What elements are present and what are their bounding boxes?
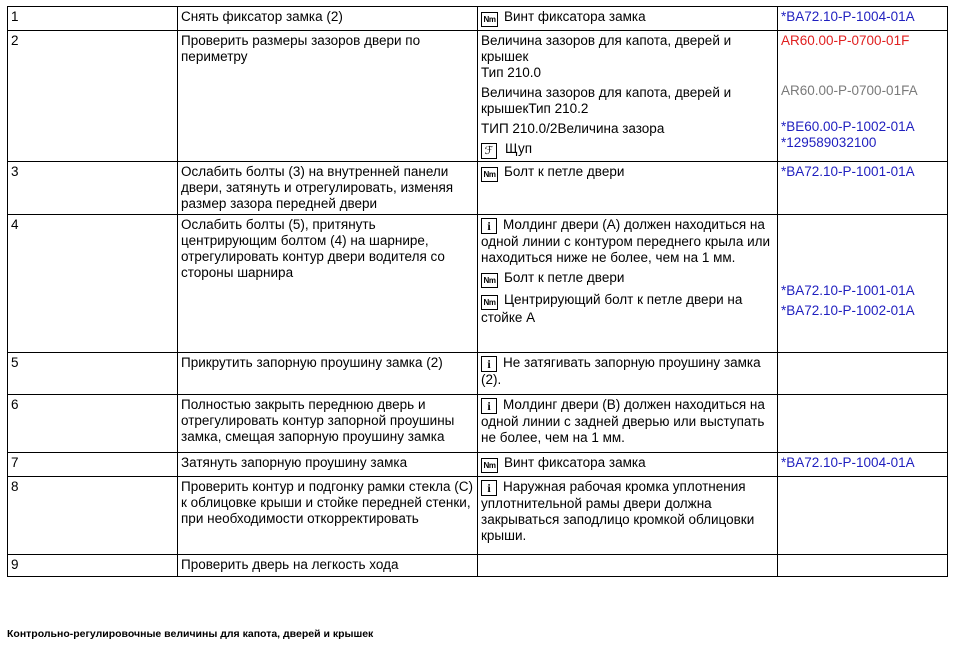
note-item xyxy=(481,397,774,446)
step-number: 3 xyxy=(8,162,178,215)
step-references xyxy=(778,395,948,453)
note-text: Молдинг двери (А) должен находиться на одной линии с контуром переднего крыла или находиться ниже не более, чем на 1 мм. xyxy=(481,217,771,265)
note-item xyxy=(481,141,774,159)
info-icon: i xyxy=(481,398,497,414)
probe-icon: ℱ xyxy=(481,143,497,159)
step-notes xyxy=(478,395,778,453)
note-item xyxy=(481,455,774,473)
step-notes xyxy=(478,7,778,31)
step-number: 2 xyxy=(8,31,178,162)
step-number: 1 xyxy=(8,7,178,31)
table-row xyxy=(8,555,948,577)
info-icon: i xyxy=(481,480,497,496)
step-action: Ослабить болты (5), притянуть центрирующим болтом (4) на шарнире, отрегулировать контур двери водителя со стороны шарнира xyxy=(178,215,478,353)
step-references xyxy=(778,162,948,215)
step-notes xyxy=(478,162,778,215)
table-row xyxy=(8,453,948,477)
nm-icon: Nm xyxy=(481,295,498,310)
note-item xyxy=(481,479,774,544)
reference-link[interactable]: *BE60.00-P-1002-01A xyxy=(781,119,915,134)
step-notes xyxy=(478,453,778,477)
note-text: Болт к петле двери xyxy=(504,270,625,285)
note-item xyxy=(481,217,774,266)
step-notes xyxy=(478,353,778,395)
step-notes xyxy=(478,555,778,577)
nm-icon: Nm xyxy=(481,167,498,182)
note-text: Винт фиксатора замка xyxy=(504,9,646,24)
reference-link[interactable]: *BA72.10-P-1001-01A xyxy=(781,283,915,298)
step-number: 5 xyxy=(8,353,178,395)
table-row xyxy=(8,162,948,215)
reference-link[interactable]: *129589032100 xyxy=(781,135,877,150)
note-text: Винт фиксатора замка xyxy=(504,455,646,470)
note-item xyxy=(481,33,774,81)
nm-icon: Nm xyxy=(481,12,498,27)
info-icon: i xyxy=(481,356,497,372)
reference-link[interactable]: *BA72.10-P-1001-01A xyxy=(781,164,915,179)
reference-link[interactable]: *BA72.10-P-1002-01A xyxy=(781,303,915,318)
step-notes xyxy=(478,215,778,353)
note-item xyxy=(481,9,774,27)
note-text: Центрирующий болт к петле двери на стойке А xyxy=(481,292,743,325)
step-notes xyxy=(478,477,778,555)
table-row xyxy=(8,215,948,353)
step-action: Затянуть запорную проушину замка xyxy=(178,453,478,477)
table-row xyxy=(8,353,948,395)
step-action: Снять фиксатор замка (2) xyxy=(178,7,478,31)
step-number: 4 xyxy=(8,215,178,353)
step-number: 9 xyxy=(8,555,178,577)
step-action: Полностью закрыть переднюю дверь и отрегулировать контур запорной проушины замка, смещая запорную проушину замка xyxy=(178,395,478,453)
step-action: Проверить размеры зазоров двери по периметру xyxy=(178,31,478,162)
reference-link[interactable]: *BA72.10-P-1004-01A xyxy=(781,9,915,24)
step-references xyxy=(778,353,948,395)
step-action: Проверить дверь на легкость хода xyxy=(178,555,478,577)
footer-caption: Контрольно-регулировочные величины для капота, дверей и крышек xyxy=(7,628,374,640)
step-references xyxy=(778,477,948,555)
step-references xyxy=(778,555,948,577)
reference-link[interactable]: AR60.00-P-0700-01FA xyxy=(781,83,918,98)
note-text: ТИП 210.0/2Величина зазора xyxy=(481,121,665,136)
note-text: Болт к петле двери xyxy=(504,164,625,179)
step-references xyxy=(778,453,948,477)
note-item xyxy=(481,292,774,326)
nm-icon: Nm xyxy=(481,273,498,288)
step-number: 6 xyxy=(8,395,178,453)
procedure-table-body xyxy=(8,7,948,577)
note-item xyxy=(481,85,774,117)
table-row xyxy=(8,477,948,555)
table-row xyxy=(8,31,948,162)
note-item xyxy=(481,164,774,182)
note-text: Величина зазоров для капота, дверей и крышекТип 210.2 xyxy=(481,85,732,116)
note-item xyxy=(481,270,774,288)
nm-icon: Nm xyxy=(481,458,498,473)
step-references xyxy=(778,7,948,31)
procedure-table xyxy=(7,6,948,577)
table-row xyxy=(8,7,948,31)
note-text: Не затягивать запорную проушину замка (2). xyxy=(481,355,761,387)
step-action: Прикрутить запорную проушину замка (2) xyxy=(178,353,478,395)
note-text: Молдинг двери (B) должен находиться на одной линии с задней дверью или выступать не более, чем на 1 мм. xyxy=(481,397,765,445)
note-text: Величина зазоров для капота, дверей и крышек Тип 210.0 xyxy=(481,33,732,80)
step-references xyxy=(778,215,948,353)
step-references xyxy=(778,31,948,162)
note-item xyxy=(481,355,774,388)
step-number: 7 xyxy=(8,453,178,477)
step-notes xyxy=(478,31,778,162)
info-icon: i xyxy=(481,218,497,234)
step-action: Проверить контур и подгонку рамки стекла (С) к облицовке крыши и стойке передней стенки, при необходимости откорректировать xyxy=(178,477,478,555)
reference-link[interactable]: AR60.00-P-0700-01F xyxy=(781,33,910,48)
note-text: Наружная рабочая кромка уплотнения уплотнительной рамы двери должна закрываться заподлицо кромкой облицовки крыши. xyxy=(481,479,755,543)
step-action: Ослабить болты (3) на внутренней панели двери, затянуть и отрегулировать, изменяя размер зазора передней двери xyxy=(178,162,478,215)
table-row xyxy=(8,395,948,453)
note-item xyxy=(481,121,774,137)
note-text: Щуп xyxy=(505,141,533,156)
step-number: 8 xyxy=(8,477,178,555)
reference-link[interactable]: *BA72.10-P-1004-01A xyxy=(781,455,915,470)
